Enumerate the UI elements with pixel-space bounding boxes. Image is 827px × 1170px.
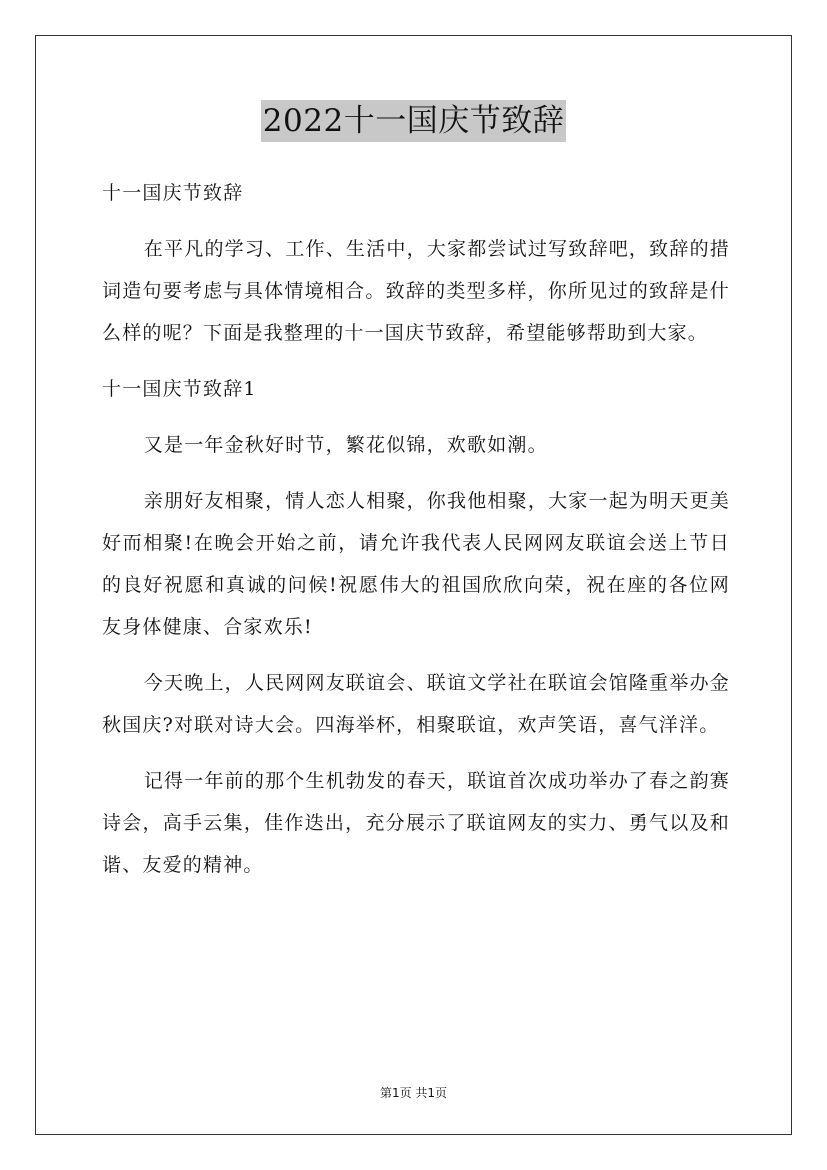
document-body — [102, 172, 730, 900]
document-title: 2022十一国庆节致辞 — [261, 100, 566, 142]
section-heading-speech-1: 十一国庆节致辞1 — [102, 378, 257, 400]
title-wrap — [0, 100, 827, 142]
speech-paragraph-2: 亲朋好友相聚，情人恋人相聚，你我他相聚，大家一起为明天更美好而相聚!在晚会开始之前，请允许我代表人民网网友联谊会送上节日的良好祝愿和真诚的问候!祝愿伟大的祖国欣欣向荣，祝在座的各位网友身体健康、合家欢乐! — [102, 490, 730, 638]
speech-paragraph-3: 今天晚上，人民网网友联谊会、联谊文学社在联谊会馆隆重举办金秋国庆?对联对诗大会。四海举杯，相聚联谊，欢声笑语，喜气洋洋。 — [102, 672, 730, 736]
page-footer: 第1页 共1页 — [379, 1086, 448, 1100]
speech-paragraph-1: 又是一年金秋好时节，繁花似锦，欢歌如潮。 — [143, 434, 548, 456]
intro-paragraph: 在平凡的学习、工作、生活中，大家都尝试过写致辞吧，致辞的措词造句要考虑与具体情境相合。致辞的类型多样，你所见过的致辞是什么样的呢？下面是我整理的十一国庆节致辞，希望能够帮助到大家。 — [102, 238, 730, 344]
speech-paragraph-4: 记得一年前的那个生机勃发的春天，联谊首次成功举办了春之韵赛诗会，高手云集，佳作迭出，充分展示了联谊网友的实力、勇气以及和谐、友爱的精神。 — [102, 770, 730, 876]
section-heading-intro: 十一国庆节致辞 — [102, 182, 244, 204]
